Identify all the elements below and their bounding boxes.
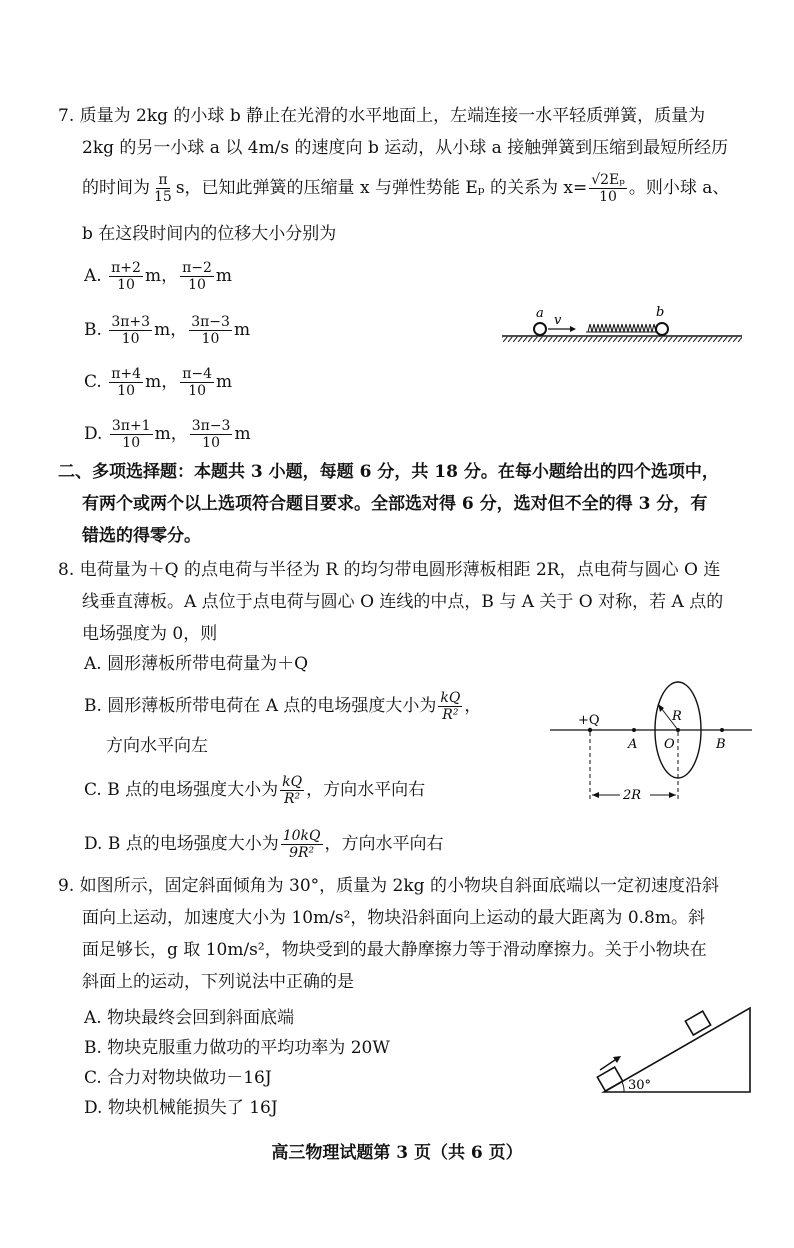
q8-option-b [84, 690, 481, 723]
q8-line-2: 线垂直薄板。A 点位于点电荷与圆心 O 连线的中点，B 与 A 关于 O 对称，若 A 点的 [82, 592, 724, 612]
q7-line-3a: 的时间为 [82, 178, 150, 198]
lower-block [597, 1067, 622, 1091]
q8-option-d-den: 9R² [289, 845, 315, 861]
q7-option-a-n2: π−2 [182, 260, 212, 276]
initial-velocity-arrowhead [613, 1056, 621, 1063]
ball-b [656, 323, 668, 335]
q9-line-2: 面向上运动，加速度大小为 10m/s²，物块沿斜面向上运动的最大距离为 0.8m。斜 [82, 908, 705, 928]
q7-option-d-frac-1 [110, 418, 153, 451]
q7-option-a-sep: ， [161, 266, 179, 286]
q7-option-a-frac-1 [109, 260, 143, 293]
label-b: B [716, 737, 726, 752]
q8-option-b-text: B. 圆形薄板所带电荷在 A 点的电场强度大小为 [84, 696, 437, 716]
q7-option-d-sep: ， [170, 424, 188, 444]
q7-option-b-d1: 10 [121, 331, 140, 347]
velocity-arrowhead [570, 326, 576, 332]
q7-option-a-d2: 10 [188, 277, 206, 293]
q7-option-d-n1: 3π+1 [111, 418, 151, 434]
q7-option-a-n1: π+2 [111, 260, 141, 276]
q7-x-den: 10 [599, 189, 617, 205]
q7-option-a-unit-2: m [215, 266, 233, 286]
q7-option-d-unit-2: m [234, 424, 251, 444]
q7-option-b-frac-1 [109, 314, 152, 347]
q7-option-d-d1: 10 [122, 435, 141, 451]
label-b: b [656, 305, 665, 320]
ground-hatch [502, 337, 742, 342]
q7-line-3c: 。则小球 a、 [628, 178, 730, 198]
section2-line-2: 有两个或两个以上选项符合题目要求。全部选对得 6 分，选对但不全的得 3 分，有 [82, 494, 708, 514]
q7-option-c-n1: π+4 [111, 366, 142, 382]
q8-option-b-frac [438, 690, 462, 723]
point-a [632, 728, 636, 732]
q7-option-d-d2: 10 [202, 435, 220, 451]
label-2r: 2R [623, 788, 642, 803]
q7-option-c-sep: ， [161, 372, 179, 392]
q7-spring-figure [498, 300, 748, 350]
angle-arc [622, 1082, 624, 1092]
incline [604, 1008, 750, 1092]
q7-option-b-n1: 3π+3 [111, 314, 151, 330]
q7-option-c-unit-1: m [145, 372, 162, 392]
q9-line-3: 面足够长，g 取 10m/s²，物块受到的最大静摩擦力等于滑动摩擦力。关于小物块在 [82, 940, 707, 960]
label-plus-q: +Q [578, 713, 600, 728]
q8-plate-figure [548, 680, 754, 810]
q8-option-d-text: D. B 点的电场强度大小为 [84, 834, 279, 854]
q7-option-b [84, 314, 250, 347]
q8-option-c-tail: ，方向水平向右 [306, 780, 426, 800]
q9-option-c: C. 合力对物块做功－16J [84, 1068, 272, 1088]
q8-option-a: A. 圆形薄板所带电荷量为＋Q [84, 654, 309, 674]
q7-option-b-unit-1: m [154, 320, 171, 340]
q7-option-c-d1: 10 [117, 383, 136, 399]
q7-x-num: √2Eₚ [591, 172, 625, 188]
q7-option-a-unit-1: m [144, 266, 162, 286]
q8-option-b-num: kQ [440, 690, 461, 706]
q8-option-d-frac [281, 828, 323, 861]
q7-option-a-d1: 10 [117, 277, 135, 293]
q7-option-d [84, 418, 251, 451]
q7-option-b-n2: 3π−3 [191, 314, 230, 330]
q7-option-c-unit-2: m [216, 372, 233, 392]
q7-time-num: π [158, 172, 168, 188]
spring [588, 324, 656, 332]
q9-line-1: 9. 如图所示，固定斜面倾角为 30°，质量为 2kg 的小物块自斜面底端以一定初速度沿斜 [58, 876, 719, 896]
q7-option-d-n2: 3π−3 [191, 418, 231, 434]
ball-a [534, 323, 546, 335]
q7-option-a-frac-2 [180, 260, 214, 293]
q8-option-b-tail: ， [464, 696, 482, 716]
q7-x-fraction [589, 172, 627, 205]
q8-line-3: 电场强度为 0，则 [82, 624, 218, 644]
q7-option-d-frac-2 [190, 418, 233, 451]
q7-option-b-d2: 10 [201, 331, 220, 347]
q8-option-c-frac [280, 774, 304, 807]
q9-option-a: A. 物块最终会回到斜面底端 [84, 1008, 295, 1028]
q7-option-b-sep: ， [170, 320, 188, 340]
q7-option-c-n2: π−4 [182, 366, 213, 382]
angle-label: 30° [628, 1078, 652, 1093]
q7-option-b-unit-2: m [233, 320, 251, 340]
q7-line-3b: s，已知此弹簧的压缩量 x 与弹性势能 Eₚ 的关系为 x= [175, 178, 588, 198]
q7-line-4: b 在这段时间内的位移大小分别为 [82, 224, 337, 244]
section2-line-3: 错选的得零分。 [82, 526, 201, 546]
q7-option-c-frac-2 [180, 366, 214, 399]
q7-option-b-frac-2 [189, 314, 232, 347]
label-r: R [672, 709, 682, 724]
label-a: A [628, 737, 638, 752]
q7-option-d-unit-1: m [154, 424, 171, 444]
q8-option-d [84, 828, 444, 861]
q9-line-4: 斜面上的运动，下列说法中正确的是 [82, 972, 354, 992]
label-a: a [536, 306, 544, 321]
point-b [720, 728, 724, 732]
q7-option-b-label: B. [84, 320, 102, 340]
q7-option-c-label: C. [84, 372, 102, 392]
q8-option-d-tail: ，方向水平向右 [324, 834, 444, 854]
label-v: v [554, 313, 562, 328]
q9-option-b: B. 物块克服重力做功的平均功率为 20W [84, 1038, 390, 1058]
point-charge [588, 728, 592, 732]
q7-option-c-d2: 10 [188, 383, 207, 399]
q8-option-d-num: 10kQ [282, 828, 321, 844]
label-o: O [664, 737, 675, 752]
q7-time-fraction [152, 172, 174, 205]
q7-option-c-frac-1 [109, 366, 143, 399]
q8-option-b-den: R² [442, 707, 459, 723]
q7-line-3 [82, 172, 729, 205]
q7-option-c [84, 366, 232, 399]
q8-line-1: 8. 电荷量为＋Q 的点电荷与半径为 R 的均匀带电圆形薄板相距 2R，点电荷与圆心 O 连 [58, 560, 721, 580]
q7-option-d-label: D. [84, 424, 103, 444]
distance-arrow-right [669, 792, 676, 798]
q8-option-c [84, 774, 425, 807]
q7-line-1: 7. 质量为 2kg 的小球 b 静止在光滑的水平地面上，左端连接一水平轻质弹簧，质量为 [58, 106, 706, 126]
q8-option-b-line-2: 方向水平向左 [106, 736, 208, 756]
q8-option-c-num: kQ [282, 774, 303, 790]
upper-block [685, 1011, 710, 1035]
section2-line-1: 二、多项选择题：本题共 3 小题，每题 6 分，共 18 分。在每小题给出的四个选项中， [58, 462, 719, 482]
q9-option-d: D. 物块机械能损失了 16J [84, 1098, 278, 1118]
q7-option-a-label: A. [84, 266, 102, 286]
q7-line-2: 2kg 的另一小球 a 以 4m/s 的速度向 b 运动，从小球 a 接触弹簧到压缩到最短所经历 [82, 138, 729, 158]
page-footer: 高三物理试题第 3 页（共 6 页） [271, 1143, 523, 1163]
distance-arrow-left [592, 792, 599, 798]
q8-option-c-den: R² [284, 791, 301, 807]
q7-time-den: 15 [154, 189, 172, 205]
q8-option-c-text: C. B 点的电场强度大小为 [84, 780, 279, 800]
q7-option-a [84, 260, 232, 293]
q9-incline-figure [590, 1000, 760, 1100]
